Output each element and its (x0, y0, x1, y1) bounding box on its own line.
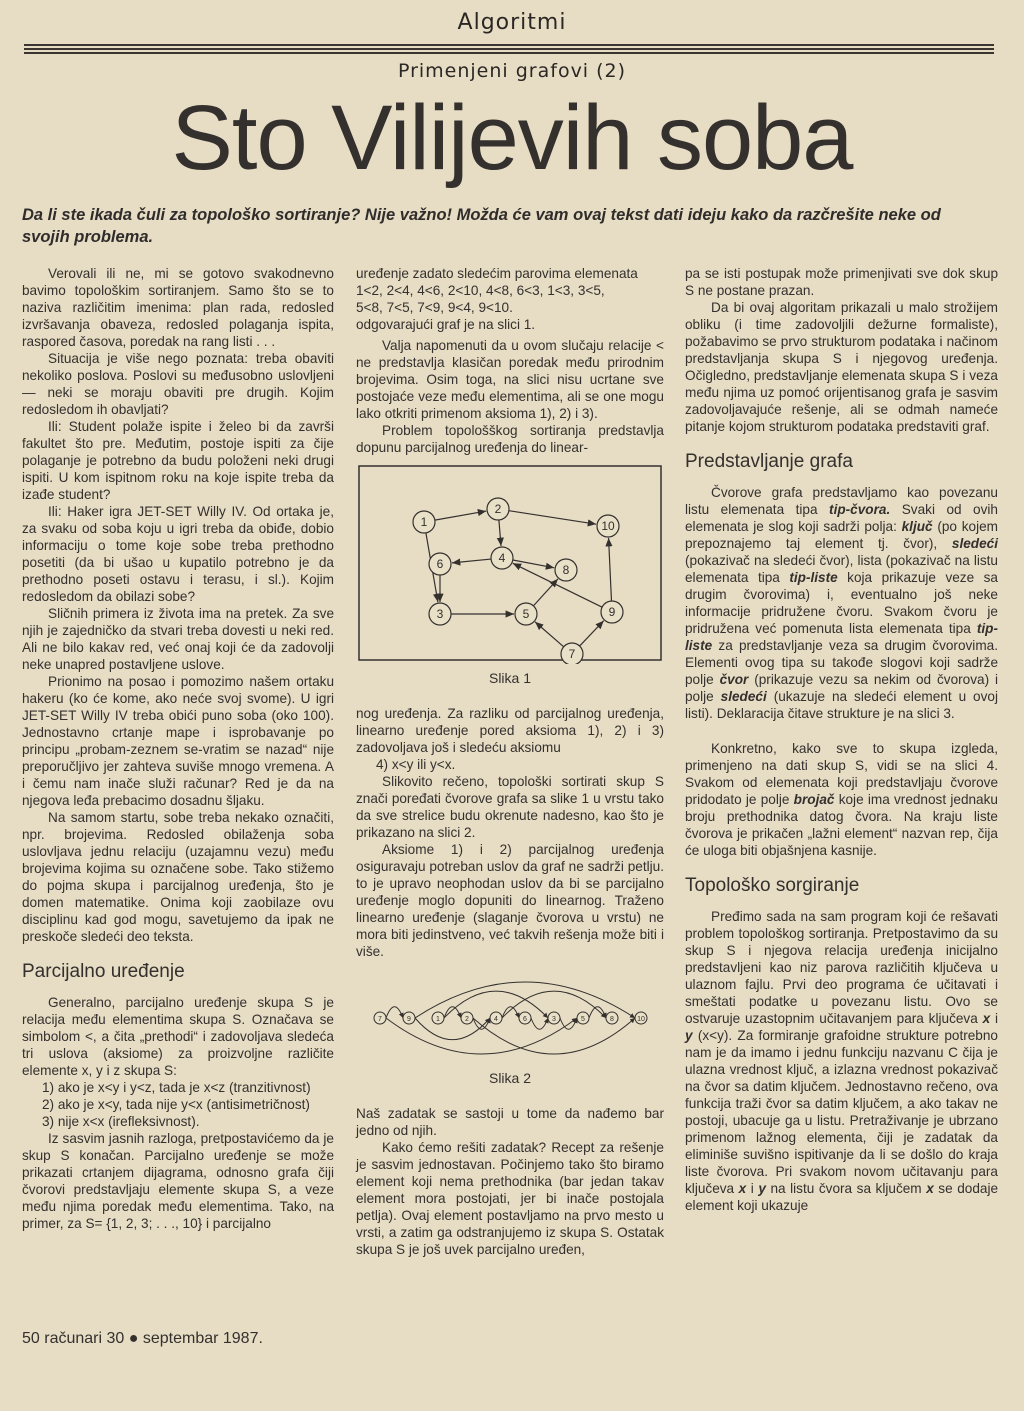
order-node-label: 9 (407, 1016, 411, 1023)
paragraph: Kako ćemo rešiti zadatak? Recept za rešenje je sasvim jednostavan. Počinjemo tako što biramo element koji nema prethodnika (bar jedan takav element mora postojati, jer bi inače postojala petlja). Ovaj element postavljamo na prvo mesto u vrsti, a zatim ga odstranjujemo iz skupa S. Ostatak skupa S je još uvek parcijalno uređen, (356, 1140, 664, 1257)
header-rule (24, 44, 994, 46)
paragraph: Prionimo na posao i pomozimo našem ortaku hakeru (ko će kome, ako neće svoj svome). U igri JET-SET Willy IV treba obići puno soba (oko 100). Jednostavno crtanje mape i isprobavanje po principu „probam-zeznem se-vratim se nazad“ nije preporučljivo jer zahteva suviše mnogo vremena. A i čemu nam inače služi računar? Red je da na njegova leđa prebacimo dosadnu šljaku. (22, 674, 334, 808)
subheading-predstavljanje-grafa: Predstavljanje grafa (685, 451, 853, 472)
paragraph: Čvorove grafa predstavljamo kao povezanu listu elemenata tipa tip-čvora. Svaki od ovih elemenata je slog koji sadrži polja: ključ (po kojem prepoznajemo taj element tj. čvor), sledeći (pokazivač na sledeći čvor), lista (pokazivač na listu elemenata tipa tip-liste koja prikazuje veze sa drugim čvorovima) i, eventualno još neke informacije pridružene čvoru. Svakom čvoru je pridružena već pomenuta lista elemenata tipa tip-liste za predstavljanje veza sa drugim čvorovima. Elementi ovog tipa su takođe slogovi koji sadrže polje čvor (prikazuje vezu sa nekim od čvorova) i polje sledeći (ukazuje na sledeći element u ovoj listi). Deklaracija čitave strukture je na slici 3. (685, 485, 999, 721)
relation-pairs-line: 1<2, 2<4, 4<6, 2<10, 4<8, 6<3, 1<3, 3<5, (356, 283, 605, 298)
order-arc-7-5 (386, 1018, 577, 1054)
paragraph: Valja napomenuti da u ovom slučaju relacije < ne predstavlja klasičan poredak među prirodnim brojevima. Osim toga, na slici nisu ucrtane sve postojaće veze među elementima, ali se one mogu lako otkriti primenom aksioma 1), 2) i 3). (356, 338, 664, 421)
paragraph: Ili: Student polaže ispite i želeo bi da završi fakultet što pre. Međutim, postoje ispiti za čije polaganje je potrebno da budu položeni neki drugi ispiti. U kom ispitnom roku na koje ispite treba da izađe student? (22, 419, 334, 502)
figure-2-graph (356, 968, 664, 1064)
figure-2-caption: Slika 2 (488, 1070, 532, 1086)
graph-edge-2-4 (499, 520, 501, 546)
figure-1-graph (356, 464, 664, 664)
subheading-parcijalno-uredjenje: Parcijalno uređenje (22, 961, 185, 982)
column-3 (685, 265, 998, 1345)
graph-edge-4-6 (452, 559, 491, 563)
graph-node-label: 9 (608, 605, 616, 619)
section-header: Algoritmi (457, 10, 567, 35)
paragraph: Sličnih primera iz života ima na pretek. Za sve njih je zajedničko da stvari treba dovesti u neki red. Ali ne bilo kakav red, već onaj koji će da zadovolji neke unapred postavljene uslove. (22, 606, 334, 672)
column-2 (356, 265, 664, 1345)
paragraph: Iz sasvim jasnih razloga, pretpostavićemo da je skup S konačan. Parcijalno uređenje se može prikazati crtanjem dijagrama, odnosno grafa čiji čvorovi predstavljaju elemente skupa S, a veze među njima poredak među elementima. Tako, na primer, za S= {1, 2, 3; . . ., 10} i parcijalno (22, 1131, 334, 1231)
graph-node-label: 6 (436, 557, 444, 571)
graph-node-label: 8 (562, 563, 570, 577)
relation-pairs-line: 5<8, 7<5, 7<9, 9<4, 9<10. (356, 300, 513, 315)
paragraph: Na samom startu, sobe treba nekako označiti, npr. brojevima. Redosled obilaženja soba uslovljava jednu relaciju (uzajamnu vezu) među brojevima kojima su označene sobe. Tako stižemo do pojma skupa i parcijalnog uređenja, što je domen matematike. Onima koji zaobilaze ovu disciplinu kad god mogu, savetujemo da ipak ne preskoče sledeći deo teksta. (22, 810, 334, 944)
paragraph: Situacija je više nego poznata: treba obaviti nekoliko poslova. Poslovi su međusobno uslovljeni — neki se moraju obaviti pre drugih. Kojim redosledom ih obavljati? (22, 351, 334, 417)
order-arc-4-6 (502, 1007, 519, 1018)
paragraph: Problem topološškog sortiranja predstavlja dopunu parcijalnog uređenja do linear- (356, 423, 664, 455)
axiom-3: 3) nije x<x (irefleksivnost). (42, 1114, 200, 1129)
graph-node-label: 3 (436, 607, 444, 621)
article-lede: Da li ste ikada čuli za topološko sortiranje? Nije važno! Možda će vam ovaj tekst dati ideju kako da razčrešite neke od svojih problema. (22, 206, 941, 246)
order-node-label: 4 (494, 1016, 498, 1023)
paragraph: Ili: Haker igra JET-SET Willy IV. Od ortaka je, za svaku od soba koju u igri treba da obiđe, dobio informaciju o tome koje sobe treba prethodno posetiti (da bi ušao u kupatilo potrebno je da prethodno poseti ostavu i terasu, i sl.). Kojim redosledom da obilazi sobe? (22, 504, 334, 604)
order-arc-5-8 (589, 1007, 606, 1018)
order-node-label: 8 (610, 1016, 614, 1023)
graph-node-label: 4 (498, 551, 506, 565)
order-arc-1-2 (444, 1007, 461, 1018)
order-node-label: 1 (436, 1016, 440, 1023)
paragraph: Da bi ovaj algoritam prikazali u malo strožijem obliku (i time zadovoljili dežurne formaliste), požabavimo se prvo strukturom podataka i načinom predstavljanja skupa S i njegovog uređenja. Očigledno, predstavljanje elemenata skupa S i veza među njima uz pomoć orijentisanog grafa je sasvim zadovoljavajuće rešenje, ali se odmah nameće pitanje kojom strukturom podataka predstaviti graf. (685, 300, 998, 434)
graph-edge-7-5 (535, 622, 564, 647)
subheading-topolosko-sortiranje: Topološko sorgiranje (685, 875, 860, 896)
graph-node-label: 7 (568, 647, 576, 661)
order-arc-6-3 (531, 1018, 548, 1029)
paragraph: Konkretno, kako sve to skupa izgleda, primenjeno na dati skup S, vidi se na slici 4. Svakom od elemenata koji predstavljaju čvorove pridodato je polje brojač koje ima vrednost jednaku broju prethodnika datog čvora. Na kraju liste čvorova je prikačen „lažni element“ nazvan rep, čija će uloga biti objašnjena kasnije. (685, 741, 998, 858)
figure-1-caption: Slika 1 (488, 670, 532, 686)
article-title: Sto Vilijevih soba (171, 87, 853, 189)
article-kicker: Primenjeni grafovi (2) (397, 60, 627, 82)
page-footer: 50 računari 30 ● septembar 1987. (22, 1330, 263, 1347)
graph-node-label: 10 (601, 519, 615, 533)
paragraph: nog uređenja. Za razliku od parcijalnog uređenja, linearno uređenje pored aksioma 1), 2) i 3) zadovoljava još i sledeću aksiomu (356, 706, 664, 755)
paragraph: odgovarajući graf je na slici 1. (356, 317, 536, 332)
order-node-label: 10 (637, 1016, 645, 1023)
order-node-label: 6 (523, 1016, 527, 1023)
paragraph: Slikovito rečeno, topološki sortirati skup S znači poređati čvorove grafa sa slike 1 u vrstu tako da sve strelice budu okrenute nadesno, kao što je prikazano na slici 2. (356, 774, 664, 840)
order-arc-7-9 (386, 1007, 403, 1018)
axiom-2: 2) ako je x<y, tada nije y<x (antisimetričnost) (42, 1097, 310, 1112)
order-node-label: 3 (552, 1016, 556, 1023)
figure-1 (356, 464, 664, 664)
paragraph: Generalno, parcijalno uređenje skupa S je relacija među elementima skupa S. Označava se simbolom <, a čita „prethodi“ i zadovoljava sledeća tri uslova (aksiome) za proizvoljne različite elemente x, y i z skupa S: (22, 995, 334, 1078)
graph-edge-2-10 (509, 511, 596, 524)
paragraph: Aksiome 1) i 2) parcijalnog uređenja osiguravaju potreban uslov da graf ne sadrži petlju. to je upravo neophodan uslov da bi se parcijalno uređenje moglo dopuniti do linearnog. Traženo linearno uređenje (slaganje čvorova u vrstu) ne mora biti jedinstveno, već takvih rešenja može biti i više. (356, 842, 664, 959)
graph-node-label: 1 (420, 515, 428, 529)
paragraph: Pređimo sada na sam program koji će rešavati problem topološkog sortiranja. Pretpostavimo da su skup S i njegova relacija uređenja inicijalno predstavljeni kao niz parova različitih ključeva u ulaznom fajlu. Prvi deo programa će učitavati i smeštati podatke u povezanu listu. Ovo se ostvaruje uzastopnim učitavanjem para ključeva x i y (x<y). Za formiranje grafoidne strukture potrebno nam je da imamo i jednu funkciju nazvanu C čija je ulazna vrednost ključ, a izlazna vrednost pokazivač na čvor sa datim ključem. Jednostavno rečeno, ova funkcija traži čvor sa datim ključem, a ako takav ne postoji, ubacuje ga u listu. Pretraživanje je ubrzano primenom lažnog elementa, čiji je zadatak da eliminiše suvišno ispitivanje da li se došlo do kraja liste čvorova. Pri svakom novom učitavanju para ključeva x i y na listu čvora sa ključem x se dodaje element koji ukazuje (685, 909, 999, 1213)
graph-node-label: 5 (522, 607, 530, 621)
order-node-label: 5 (581, 1016, 585, 1023)
paragraph: Verovali ili ne, mi se gotovo svakodnevno bavimo topološkim sortiranjem. Samo što se to naziva različitim imenima: plan rada, redosled izvršavanja obaveza, redosled polaganja ispita, raspored časova, poredak na rang listi . . . (22, 266, 334, 349)
header-rule (24, 52, 994, 54)
figure-2 (356, 968, 664, 1064)
graph-edge-7-9 (580, 621, 604, 646)
graph-edge-5-8 (533, 579, 558, 606)
graph-edge-1-2 (435, 511, 486, 520)
graph-edge-9-10 (609, 538, 612, 601)
paragraph: Naš zadatak se sastoji u tome da nađemo bar jedno od njih. (356, 1106, 664, 1138)
order-arc-9-4 (415, 1018, 490, 1040)
axiom-1: 1) ako je x<y i y<z, tada je x<z (tranzitivnost) (42, 1080, 311, 1095)
graph-node-label: 2 (494, 502, 502, 516)
order-node-label: 2 (465, 1016, 469, 1023)
paragraph: pa se isti postupak može primenjivati sve dok skup S ne postane prazan. (685, 266, 998, 298)
header-rule (24, 48, 994, 50)
paragraph: uređenje zadato sledećim parovima elemenata (356, 266, 638, 281)
order-node-label: 7 (378, 1016, 382, 1023)
axiom-4: 4) x<y ili y<x. (376, 757, 456, 772)
column-1 (22, 265, 334, 1325)
